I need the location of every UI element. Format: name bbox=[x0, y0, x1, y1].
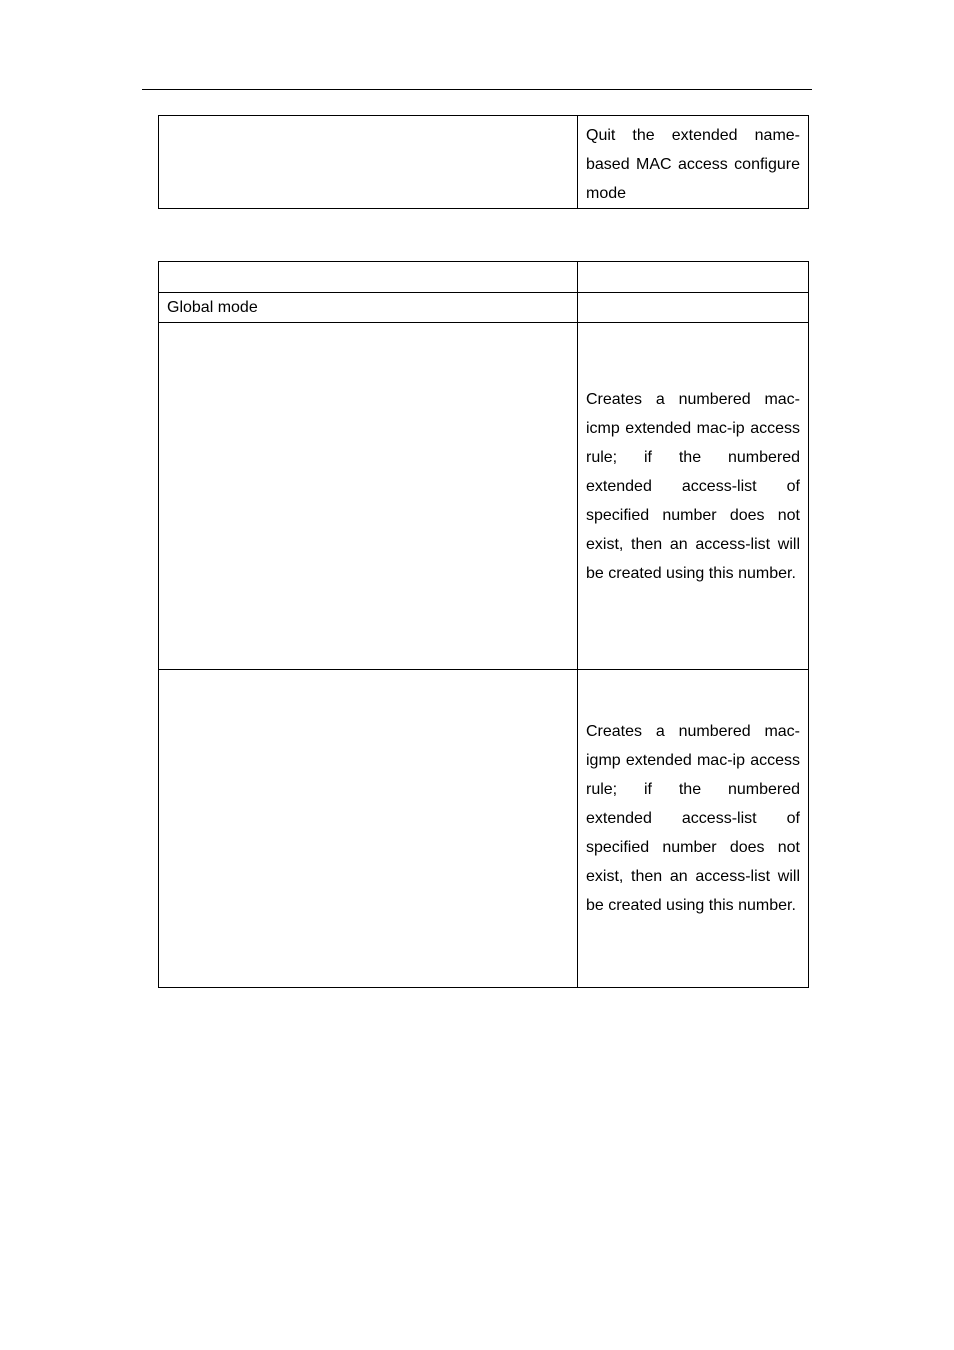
explanation-cell: Creates a numbered mac-igmp extended mac-ip access rule; if the numbered extended access-list of specified number does not exist, then an access-list will be created using this number. bbox=[578, 670, 809, 988]
table-row bbox=[159, 323, 809, 670]
command-cell bbox=[159, 116, 578, 209]
exit-mode-table bbox=[158, 115, 809, 209]
explanation-header-cell bbox=[578, 262, 809, 293]
explanation-cell: Creates a numbered mac-icmp extended mac-ip access rule; if the numbered extended access-list of specified number does not exist, then an access-list will be created using this number. bbox=[578, 323, 809, 670]
command-cell bbox=[159, 323, 578, 670]
command-table bbox=[158, 261, 809, 988]
explanation-cell: Quit the extended name-based MAC access configure mode bbox=[578, 116, 809, 209]
explanation-cell bbox=[578, 293, 809, 323]
command-cell: Global mode bbox=[159, 293, 578, 323]
table-row bbox=[159, 670, 809, 988]
command-header-cell bbox=[159, 262, 578, 293]
page-header-rule bbox=[142, 89, 812, 90]
table-header-row bbox=[159, 262, 809, 293]
table-row bbox=[159, 293, 809, 323]
table-row bbox=[159, 116, 809, 209]
command-cell bbox=[159, 670, 578, 988]
